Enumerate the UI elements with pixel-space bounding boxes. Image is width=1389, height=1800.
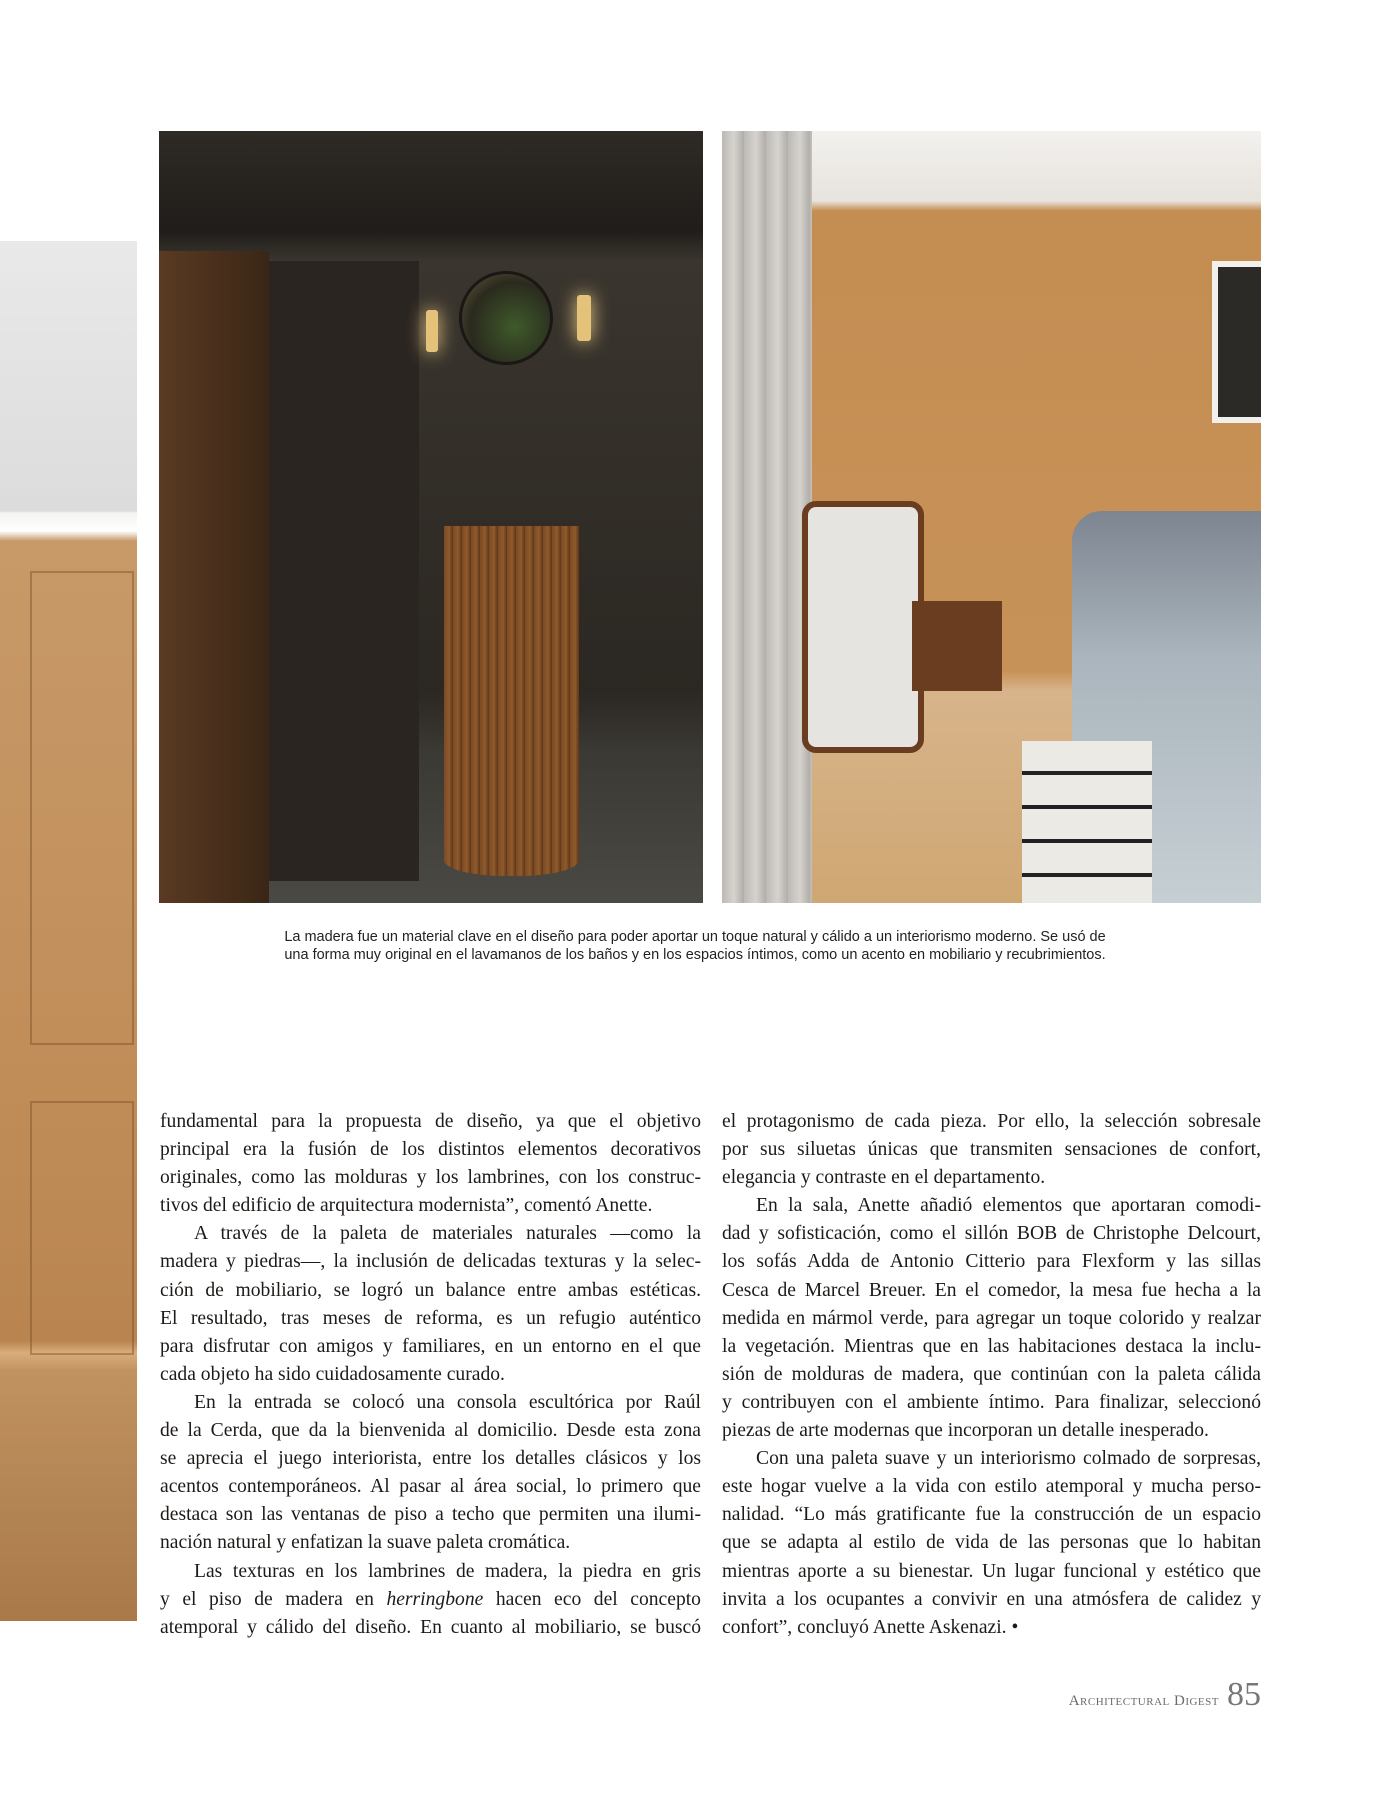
italic-term: herringbone [386, 1588, 484, 1610]
text-line: se aprecia el juego interiorista, entre los detalles clásicos y los [160, 1448, 701, 1470]
text-line: mientras aporte a su bienestar. Un lugar funcional y estético que [722, 1560, 1261, 1582]
photo-edge-wood-panel-room [0, 241, 137, 1621]
text-line: acentos contemporáneos. Al pasar al área social, lo primero que [160, 1476, 701, 1498]
text-line: En la entrada se colocó una consola escultórica por Raúl [194, 1391, 701, 1413]
text-line: que se adapta al estilo de vida de las personas que lo habitan [722, 1532, 1261, 1554]
text-line: invita a los ocupantes a convivir en una atmósfera de calidez y [722, 1588, 1261, 1610]
photo-bedroom-wood-panels [722, 131, 1261, 903]
text-line: dad y sofisticación, como el sillón BOB de Christophe Delcourt, [722, 1223, 1261, 1245]
text-line: tivos del edificio de arquitectura modernista”, comentó Anette. [160, 1195, 653, 1217]
text-line: este hogar vuelve a la vida con estilo atemporal y mucha perso- [722, 1476, 1261, 1498]
text-line: de la Cerda, que da la bienvenida al domicilio. Desde esta zona [160, 1420, 701, 1442]
text-line: atemporal y cálido del diseño. En cuanto al mobiliario, se buscó [160, 1616, 701, 1638]
text-line: para disfrutar con amigos y familiares, en un entorno en el que [160, 1335, 701, 1357]
text-line: los sofás Adda de Antonio Citterio para Flexform y las sillas [722, 1251, 1261, 1273]
text-line: originales, como las molduras y los lambrines, con los construc- [160, 1167, 701, 1189]
text-line: sión de molduras de madera, que continúan con la paleta cálida [722, 1363, 1261, 1385]
text-line: nalidad. “Lo más gratificante fue la construcción de un espacio [722, 1504, 1261, 1526]
text-line: el protagonismo de cada pieza. Por ello, la selección sobresale [722, 1111, 1261, 1132]
photo-caption [200, 928, 1190, 964]
text-line: Las texturas en los lambrines de madera, la piedra en gris [194, 1560, 701, 1582]
caption-line: una forma muy original en el lavamanos de los baños y en los espacios íntimos, como un acento en mobiliario y recubrimientos. [284, 947, 1106, 963]
text-line: En la sala, Anette añadió elementos que aportaran comodi- [756, 1195, 1261, 1217]
text-line [160, 1586, 701, 1614]
text-line: fundamental para la propuesta de diseño, ya que el objetivo [160, 1111, 701, 1132]
article-column-right [722, 1108, 1261, 1642]
text-line: elegancia y contraste en el departamento. [722, 1167, 1046, 1189]
page-number: 85 [1227, 1676, 1261, 1713]
page-footer [1069, 1676, 1261, 1714]
text-segment: hacen eco del concepto [483, 1588, 701, 1610]
article-column-left [160, 1108, 701, 1642]
text-line: y contribuyen con el ambiente íntimo. Para finalizar, seleccionó [722, 1391, 1261, 1413]
caption-line: La madera fue un material clave en el diseño para poder aportar un toque natural y cálido a un interiorismo moderno. Se usó de [284, 929, 1106, 945]
text-line: El resultado, tras meses de reforma, es un refugio auténtico [160, 1307, 701, 1329]
text-line: madera y piedras—, la inclusión de delicadas texturas y la selec- [160, 1251, 701, 1273]
text-line: por sus siluetas únicas que transmiten sensaciones de confort, [722, 1139, 1261, 1161]
text-line: Cesca de Marcel Breuer. En el comedor, la mesa fue hecha a la [722, 1279, 1261, 1301]
photo-bathroom-wood-sink [159, 131, 703, 903]
text-line: medida en mármol verde, para agregar un toque colorido y realzar [722, 1307, 1261, 1329]
text-line: destaca son las ventanas de piso a techo que permiten una ilumi- [160, 1504, 701, 1526]
text-line: confort”, concluyó Anette Askenazi. • [722, 1616, 1019, 1638]
text-line: A través de la paleta de materiales naturales —como la [194, 1223, 701, 1245]
text-line: cada objeto ha sido cuidadosamente curado. [160, 1363, 505, 1385]
text-segment: y el piso de madera en [160, 1588, 387, 1610]
text-line: la vegetación. Mientras que en las habitaciones destaca la inclu- [722, 1335, 1261, 1357]
text-line: piezas de arte modernas que incorporan un detalle inesperado. [722, 1420, 1209, 1442]
text-line: Con una paleta suave y un interiorismo colmado de sorpresas, [756, 1448, 1261, 1470]
text-line: ción de mobiliario, se logró un balance entre ambas estéticas. [160, 1279, 701, 1301]
magazine-name: Architectural Digest [1068, 1693, 1219, 1709]
text-line: principal era la fusión de los distintos elementos decorativos [160, 1139, 701, 1161]
text-line: nación natural y enfatizan la suave paleta cromática. [160, 1532, 571, 1554]
